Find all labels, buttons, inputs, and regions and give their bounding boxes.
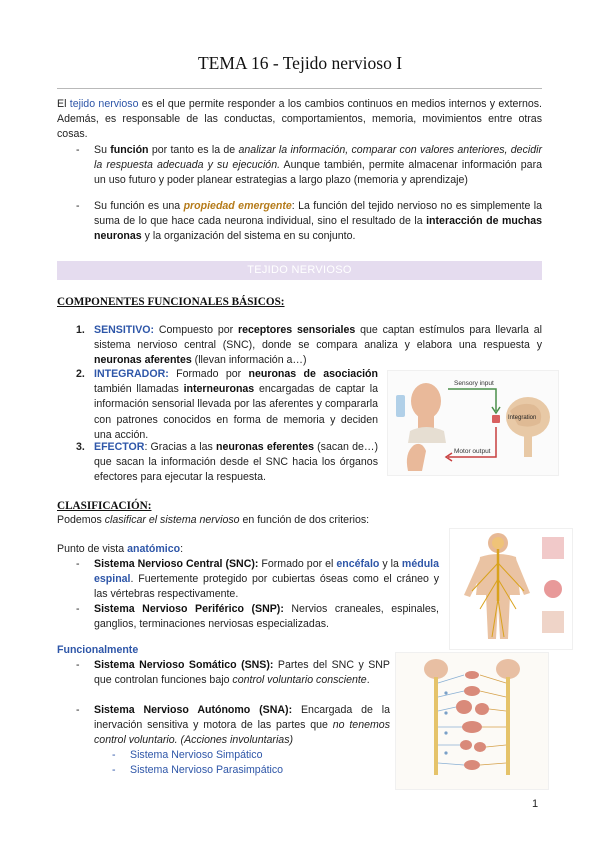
item1-text-2: que captan estímulos para llevarla al sistema nervioso central (SNC), donde se compara analiza y elabora una respuesta y <box>94 324 542 352</box>
bullet2-bold: interacción de muchas neuronas <box>94 215 542 243</box>
bullet-dash: - <box>76 558 80 570</box>
sna-text: Encargada de la inervación sensitiva y motora de las partes que <box>94 704 390 732</box>
snc-term-encefalo: encéfalo <box>336 558 380 570</box>
bullet-sna <box>76 703 390 749</box>
bullet2-highlight: propiedad emergente <box>183 200 292 212</box>
bullet-dash: - <box>76 704 80 716</box>
snc-term-medula: médula espinal <box>94 558 439 586</box>
title-divider <box>57 88 542 89</box>
item3-text: : Gracias a las <box>144 441 216 453</box>
figure-body-nervous-system <box>449 528 573 650</box>
item3-label: EFECTOR <box>94 441 145 453</box>
item1-text-3: (llevan información a…) <box>191 354 307 367</box>
label-integration: Integration <box>508 415 537 421</box>
list-item-integrador <box>76 367 378 443</box>
list-number: 3. <box>76 441 85 453</box>
sna-label: Sistema Nervioso Autónomo (SNA): <box>94 704 293 716</box>
intro-text: El <box>57 98 70 110</box>
list-number: 1. <box>76 324 85 336</box>
snc-text: Formado por el <box>258 558 337 570</box>
item3-text-2: (sacan de…) que sacan la información desde el SNC hacia los órganos efectores para ejecutar la respuesta. <box>94 441 379 484</box>
page-number: 1 <box>532 798 539 810</box>
bullet-dash: - <box>76 659 80 671</box>
sns-label: Sistema Nervioso Somático (SNS): <box>94 659 274 671</box>
section-heading-componentes: COMPONENTES FUNCIONALES BÁSICOS: <box>57 296 285 308</box>
sub-item-simpatico <box>112 748 262 763</box>
figure-nervous-loop <box>387 370 559 476</box>
snc-text-2: y la <box>379 558 402 570</box>
sub-item-parasimpatico <box>112 763 283 778</box>
bullet-propiedad <box>76 199 542 245</box>
bullet2-text-2: : La función del tejido nervioso no es simplemente la suma de lo que hace cada neurona individual, sino el resultado de la <box>94 200 542 228</box>
sub1-text: Sistema Nervioso Simpático <box>130 749 263 761</box>
item2-text-3: encargadas de captar la información sensorial llevada por las aferentes y compararla con patrones conocidos en forma de memoria y deciden una acción. <box>94 383 378 441</box>
sna-italic: no tenemos control voluntario. (Acciones involuntarias) <box>94 719 390 747</box>
clasif-italic: clasificar el sistema nervioso <box>104 514 240 526</box>
item1-text: Compuesto por <box>154 324 238 336</box>
funcionalmente-heading: Funcionalmente <box>57 644 139 656</box>
sub2-text: Sistema Nervioso Parasimpático <box>130 764 284 776</box>
bullet-dash: - <box>76 144 80 156</box>
nervous-loop-illustration <box>388 371 558 475</box>
sns-period: . <box>366 674 370 687</box>
bullet-dash: - <box>76 200 80 212</box>
bullet2-text: Su función es una <box>94 200 184 212</box>
item2-text-2: también llamadas <box>94 383 184 396</box>
anat-text: Punto de vista <box>57 543 128 555</box>
bullet1-bold: función <box>110 144 149 156</box>
list-number: 2. <box>76 368 85 380</box>
snc-text-3: . Fuertemente protegido por cubiertas óseas como el cráneo y las vértebras respectivamente. <box>94 573 439 601</box>
label-motor: Motor output <box>454 448 491 455</box>
clasif-text-2: en función de dos criterios: <box>239 514 370 526</box>
sns-italic: control voluntario consciente <box>232 674 367 687</box>
list-item-efector <box>76 440 379 486</box>
clasif-text: Podemos <box>57 514 105 526</box>
bullet1-text-3: Aunque también, permite almacenar información para un uso futuro y poder planear estrategias a largo plazo (memoria y aprendizaje) <box>94 159 542 187</box>
label-sensory: Sensory input <box>454 380 494 387</box>
list-item-sensitivo <box>76 323 542 369</box>
snp-label: Sistema Nervioso Periférico (SNP): <box>94 603 284 615</box>
item2-label: INTEGRADOR: <box>94 368 169 380</box>
sns-text: Partes del SNC y SNP que controlan funciones bajo <box>94 659 391 687</box>
section-band: TEJIDO NERVIOSO <box>57 261 542 280</box>
intro-paragraph <box>57 97 542 143</box>
figure-autonomic-system <box>395 652 549 790</box>
snp-text: Nervios craneales, espinales, ganglios, terminaciones nerviosas especializadas. <box>94 603 439 631</box>
item1-bold-2: neuronas aferentes <box>94 354 192 367</box>
item3-bold: neuronas eferentes <box>216 441 314 453</box>
bullet1-text-2: por tanto es la de <box>148 144 239 156</box>
anat-term: anatómico <box>127 543 181 555</box>
bullet2-text-3: y la organización del sistema en su conjunto. <box>141 230 356 243</box>
bullet-snc <box>76 557 439 603</box>
bullet1-text: Su <box>94 144 111 156</box>
anatomico-heading <box>57 542 437 557</box>
anat-colon: : <box>180 543 184 555</box>
bullet-dash: - <box>76 603 80 615</box>
bullet-funcion <box>76 143 542 189</box>
snc-label: Sistema Nervioso Central (SNC): <box>94 558 259 570</box>
intro-term: tejido nervioso <box>69 98 139 110</box>
autonomic-illustration <box>396 653 548 789</box>
sub-dash: - <box>112 749 116 761</box>
item2-text: Formado por <box>168 368 249 380</box>
item2-bold: neuronas de asociación <box>248 368 378 380</box>
body-illustration <box>450 529 572 649</box>
bullet1-italic: analizar la información, comparar con valores anteriores, decidir la respuesta adecuada y su ejecución. <box>94 144 542 172</box>
section-heading-clasificacion: CLASIFICACIÓN: <box>57 500 152 512</box>
bullet-snp <box>76 602 439 632</box>
sub-dash: - <box>112 764 116 776</box>
item1-bold: receptores sensoriales <box>237 324 356 336</box>
intro-text-2: es el que permite responder a los cambios continuos en medios internos y externos. Además, es responsable de las conductas, comportamientos, memoria, movimientos entre otras cosas. <box>57 98 542 141</box>
bullet-sns <box>76 658 390 688</box>
item1-label: SENSITIVO: <box>94 324 155 336</box>
page-title: TEMA 16 - Tejido nervioso I <box>197 53 403 73</box>
item2-bold-2: interneuronas <box>183 383 255 396</box>
clasificacion-intro <box>57 513 477 528</box>
